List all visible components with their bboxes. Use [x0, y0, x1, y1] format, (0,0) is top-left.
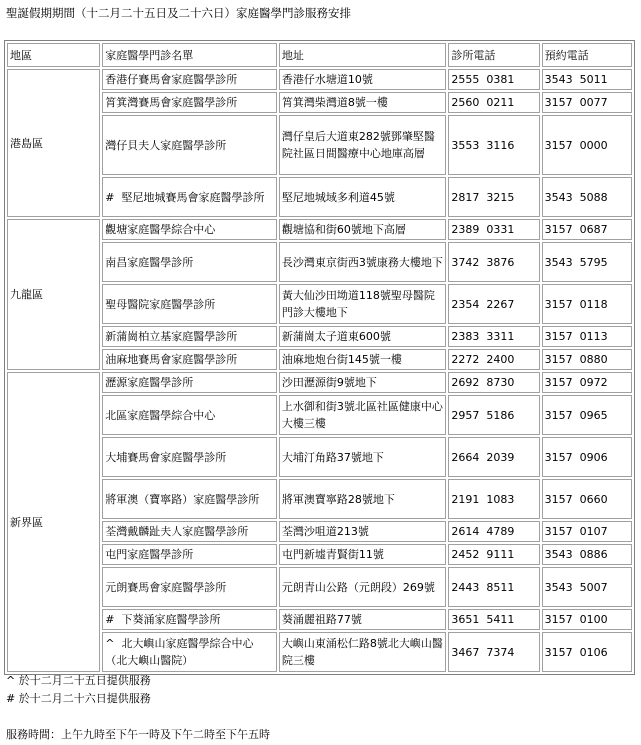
table-row [7, 372, 632, 393]
address-cell: 荃灣沙咀道213號 [279, 521, 447, 542]
clinic-phone-cell: 2383 3311 [448, 326, 539, 347]
region-cell: 九龍區 [7, 219, 100, 370]
booking-phone-cell: 3157 0000 [542, 115, 632, 175]
address-cell: 堅尼地城域多利道45號 [279, 177, 447, 217]
table-row [7, 544, 632, 565]
clinic-name-cell: 油麻地賽馬會家庭醫學診所 [102, 349, 277, 370]
clinic-name-cell: ^ 北大嶼山家庭醫學綜合中心（北大嶼山醫院） [102, 632, 277, 672]
table-row [7, 115, 632, 175]
clinic-name-cell: 新蒲崗柏立基家庭醫學診所 [102, 326, 277, 347]
clinic-phone-cell: 2443 8511 [448, 567, 539, 607]
clinic-name-cell: 灣仔貝夫人家庭醫學診所 [102, 115, 277, 175]
booking-phone-cell: 3543 5011 [542, 69, 632, 90]
clinic-phone-cell: 2817 3215 [448, 177, 539, 217]
address-cell: 屯門新墟青賢街11號 [279, 544, 447, 565]
clinic-name-cell: 屯門家庭醫學診所 [102, 544, 277, 565]
table-row [7, 567, 632, 607]
table-row [7, 69, 632, 90]
clinic-phone-cell: 3553 3116 [448, 115, 539, 175]
clinic-phone-cell: 2957 5186 [448, 395, 539, 435]
clinic-name-cell: 聖母醫院家庭醫學診所 [102, 284, 277, 324]
address-cell: 上水御和街3號北區社區健康中心大樓三樓 [279, 395, 447, 435]
clinic-name-cell: 筲箕灣賽馬會家庭醫學診所 [102, 92, 277, 113]
header-region: 地區 [7, 43, 100, 67]
address-cell: 觀塘協和街60號地下高層 [279, 219, 447, 240]
booking-phone-cell: 3157 0113 [542, 326, 632, 347]
header-phone: 診所電話 [448, 43, 539, 67]
address-cell: 沙田瀝源街9號地下 [279, 372, 447, 393]
table-row [7, 395, 632, 435]
address-cell: 香港仔水塘道10號 [279, 69, 447, 90]
clinic-phone-cell: 2452 9111 [448, 544, 539, 565]
booking-phone-cell: 3157 0687 [542, 219, 632, 240]
clinic-schedule-table [4, 40, 635, 675]
clinic-name-cell: 瀝源家庭醫學診所 [102, 372, 277, 393]
address-cell: 筲箕灣柴灣道8號一樓 [279, 92, 447, 113]
address-cell: 葵涌麗祖路77號 [279, 609, 447, 630]
booking-phone-cell: 3157 0077 [542, 92, 632, 113]
table-body [7, 69, 632, 672]
clinic-name-cell: 荃灣戴麟趾夫人家庭醫學診所 [102, 521, 277, 542]
booking-phone-cell: 3157 0660 [542, 479, 632, 519]
clinic-name-cell: 北區家庭醫學綜合中心 [102, 395, 277, 435]
table-header-row [7, 43, 632, 67]
table-row [7, 479, 632, 519]
clinic-phone-cell: 3742 3876 [448, 242, 539, 282]
clinic-name-cell: 元朗賽馬會家庭醫學診所 [102, 567, 277, 607]
booking-phone-cell: 3543 5007 [542, 567, 632, 607]
header-clinic: 家庭醫學門診名單 [102, 43, 277, 67]
clinic-name-cell: # 堅尼地城賽馬會家庭醫學診所 [102, 177, 277, 217]
clinic-phone-cell: 2191 1083 [448, 479, 539, 519]
table-row [7, 219, 632, 240]
booking-phone-cell: 3543 5088 [542, 177, 632, 217]
table-row [7, 632, 632, 672]
table-row [7, 349, 632, 370]
clinic-name-cell: 香港仔賽馬會家庭醫學診所 [102, 69, 277, 90]
booking-phone-cell: 3543 5795 [542, 242, 632, 282]
table-row [7, 326, 632, 347]
address-cell: 大埔汀角路37號地下 [279, 437, 447, 477]
clinic-phone-cell: 3651 5411 [448, 609, 539, 630]
clinic-name-cell: 將軍澳（寶寧路）家庭醫學診所 [102, 479, 277, 519]
clinic-phone-cell: 3467 7374 [448, 632, 539, 672]
clinic-phone-cell: 2560 0211 [448, 92, 539, 113]
address-cell: 油麻地炮台街145號一樓 [279, 349, 447, 370]
table-row [7, 242, 632, 282]
table-row [7, 284, 632, 324]
booking-phone-cell: 3157 0972 [542, 372, 632, 393]
region-cell: 新界區 [7, 372, 100, 672]
clinic-phone-cell: 2354 2267 [448, 284, 539, 324]
booking-phone-cell: 3157 0118 [542, 284, 632, 324]
address-cell: 黃大仙沙田坳道118號聖母醫院門診大樓地下 [279, 284, 447, 324]
booking-phone-cell: 3157 0107 [542, 521, 632, 542]
clinic-phone-cell: 2389 0331 [448, 219, 539, 240]
region-cell: 港島區 [7, 69, 100, 217]
table-row [7, 92, 632, 113]
booking-phone-cell: 3157 0880 [542, 349, 632, 370]
address-cell: 長沙灣東京街西3號康務大樓地下 [279, 242, 447, 282]
note-christmas-day: ^ 於十二月二十五日提供服務 [6, 674, 151, 687]
clinic-name-cell: 大埔賽馬會家庭醫學診所 [102, 437, 277, 477]
header-booking: 預約電話 [542, 43, 632, 67]
header-address: 地址 [279, 43, 447, 67]
booking-phone-cell: 3157 0965 [542, 395, 632, 435]
booking-phone-cell: 3157 0106 [542, 632, 632, 672]
clinic-name-cell: 南昌家庭醫學診所 [102, 242, 277, 282]
clinic-phone-cell: 2614 4789 [448, 521, 539, 542]
clinic-phone-cell: 2664 2039 [448, 437, 539, 477]
booking-phone-cell: 3157 0906 [542, 437, 632, 477]
clinic-name-cell: 觀塘家庭醫學綜合中心 [102, 219, 277, 240]
note-boxing-day: # 於十二月二十六日提供服務 [6, 692, 151, 705]
table-row [7, 437, 632, 477]
address-cell: 灣仔皇后大道東282號鄧肇堅醫院社區日間醫療中心地庫高層 [279, 115, 447, 175]
clinic-phone-cell: 2272 2400 [448, 349, 539, 370]
clinic-phone-cell: 2692 8730 [448, 372, 539, 393]
address-cell: 元朗青山公路（元朗段）269號 [279, 567, 447, 607]
address-cell: 新蒲崗太子道東600號 [279, 326, 447, 347]
booking-phone-cell: 3543 0886 [542, 544, 632, 565]
page-title: 聖誕假期期間（十二月二十五日及二十六日）家庭醫學門診服務安排 [6, 6, 351, 20]
address-cell: 大嶼山東涌松仁路8號北大嶼山醫院三樓 [279, 632, 447, 672]
clinic-phone-cell: 2555 0381 [448, 69, 539, 90]
clinic-name-cell: # 下葵涌家庭醫學診所 [102, 609, 277, 630]
table-row [7, 609, 632, 630]
table-row [7, 521, 632, 542]
table-row [7, 177, 632, 217]
booking-phone-cell: 3157 0100 [542, 609, 632, 630]
address-cell: 將軍澳寶寧路28號地下 [279, 479, 447, 519]
service-hours: 服務時間：上午九時至下午一時及下午二時至下午五時 [6, 728, 270, 741]
